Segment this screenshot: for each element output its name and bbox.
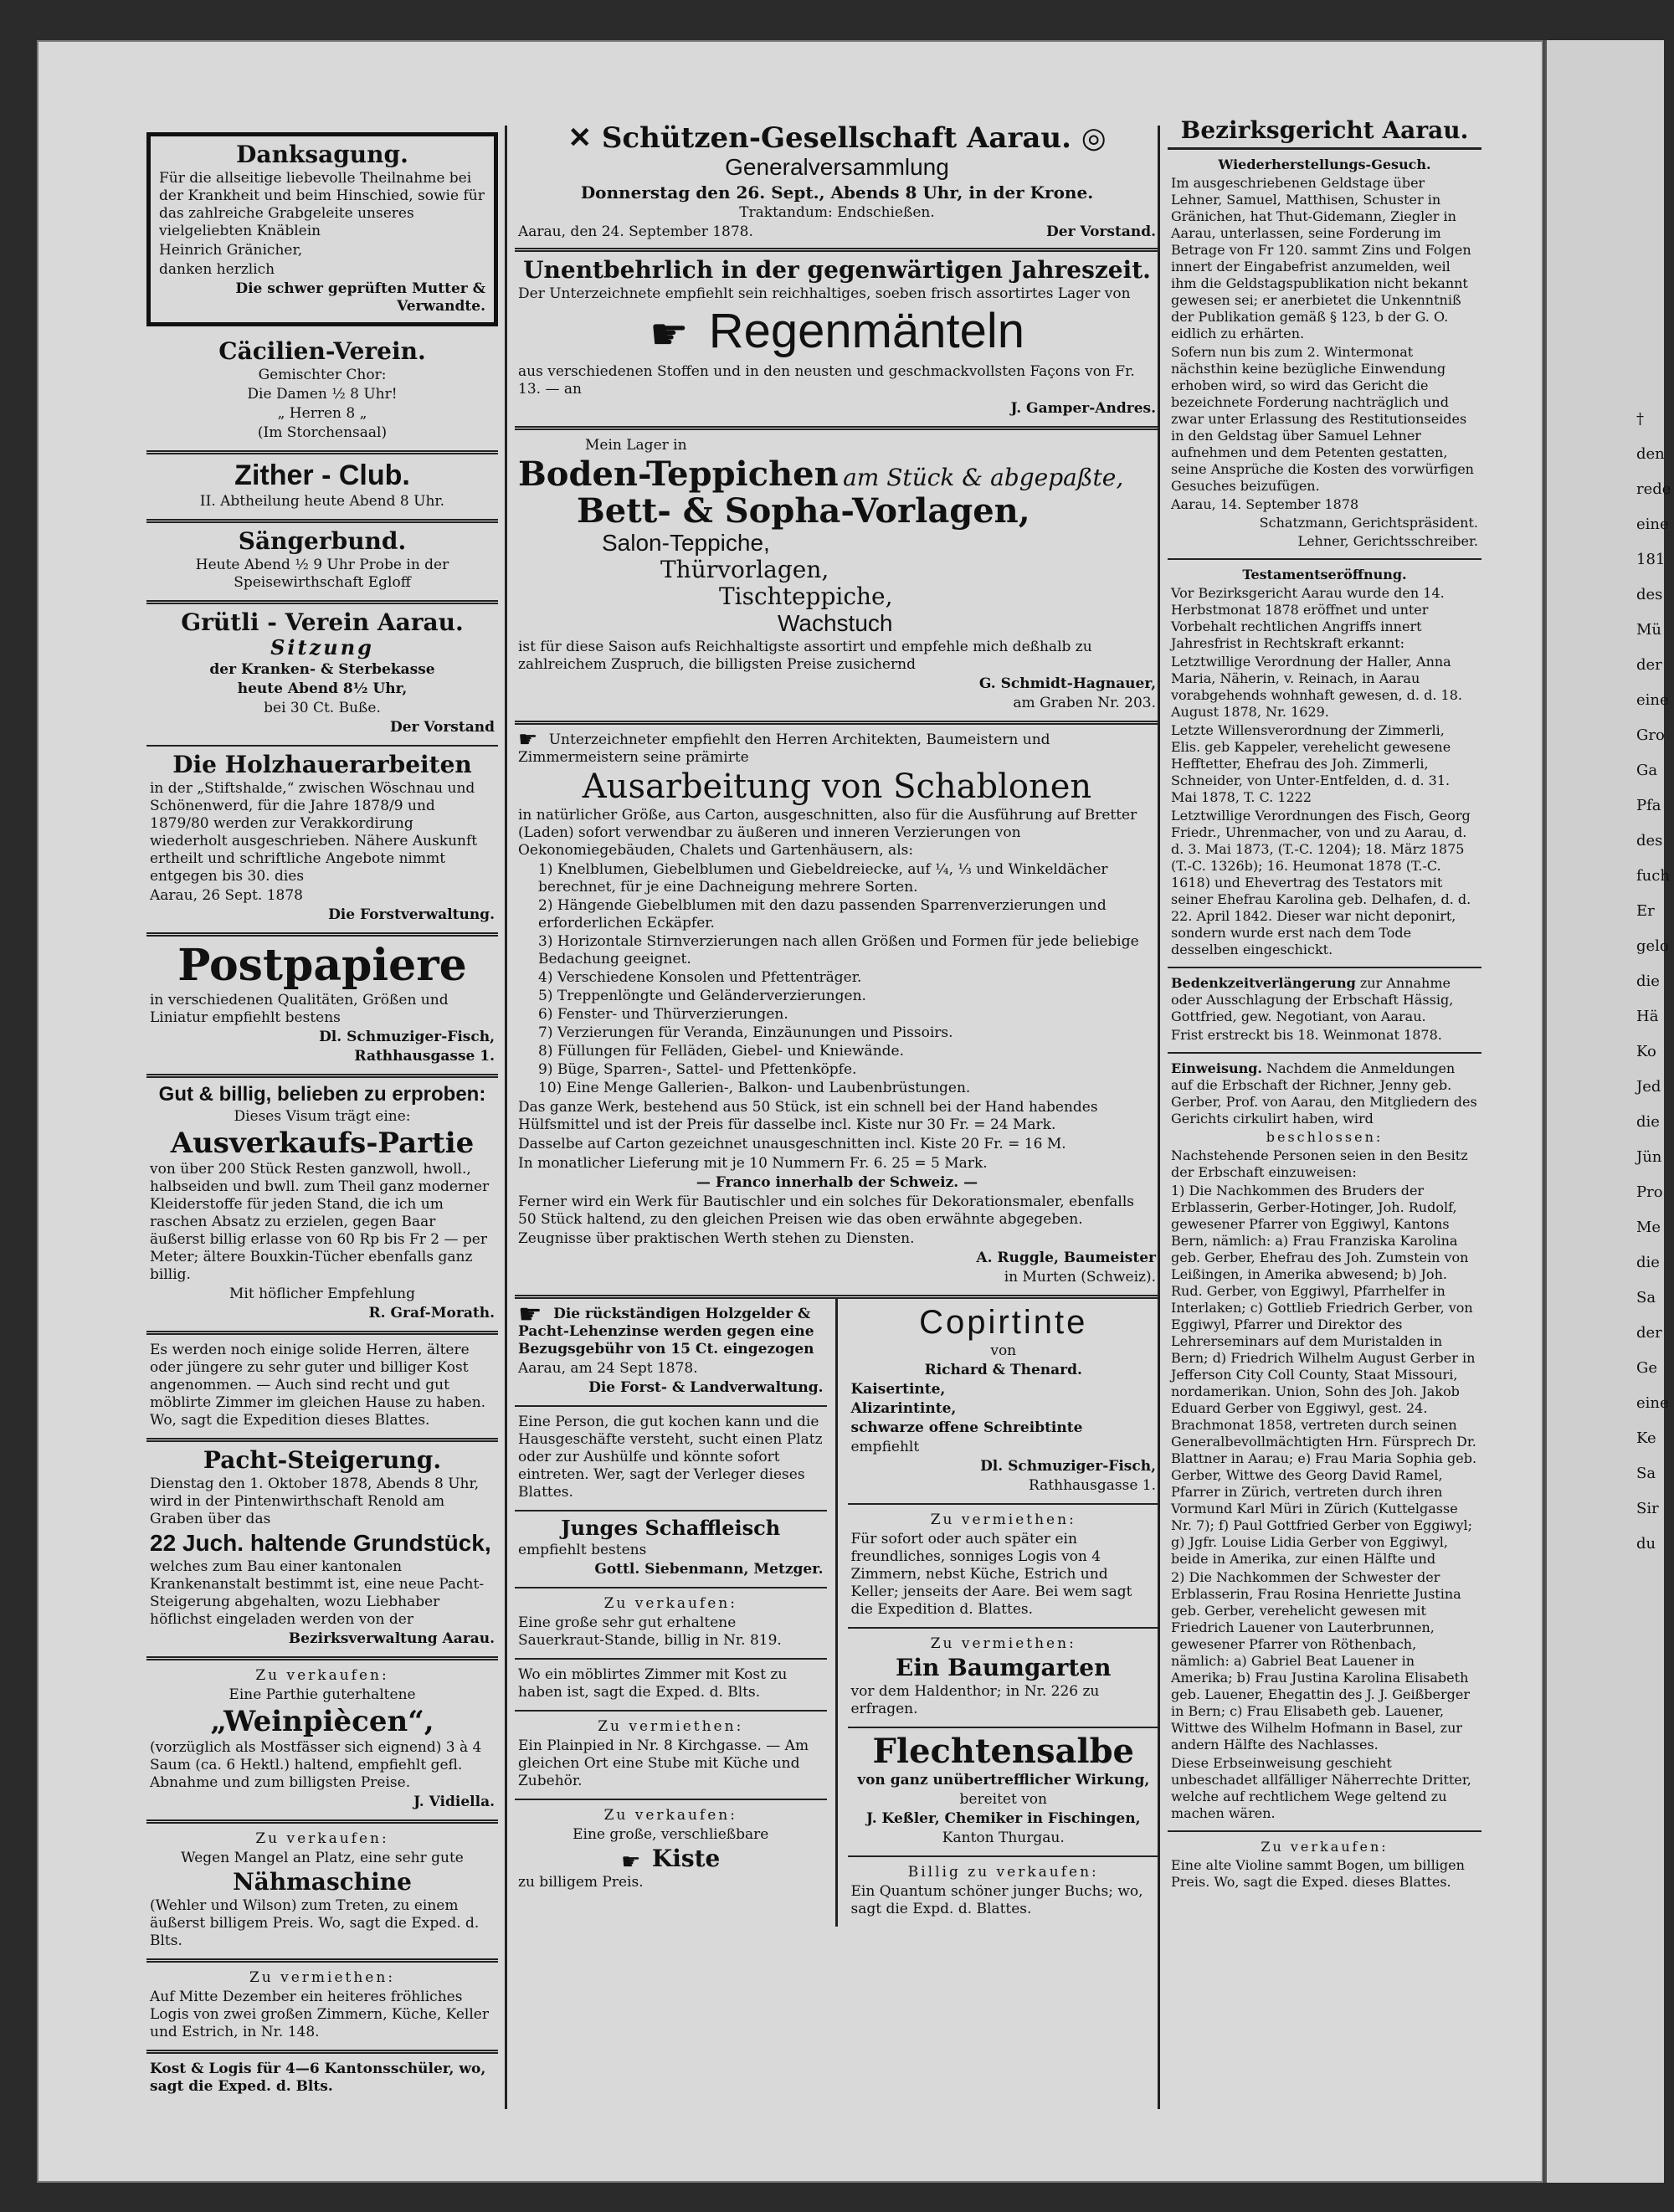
strip-line: der [1636, 656, 1662, 674]
holzhauer-date: Aarau, 26 Sept. 1878 [150, 887, 303, 904]
strip-line: rede [1636, 480, 1671, 498]
schuetzen-sign: Der Vorstand. [1046, 223, 1156, 240]
kiste-row [518, 1844, 824, 1875]
saengerbund-title: Sängerbund. [238, 527, 407, 555]
list-item: 3) Horizontale Stirnverzierungen nach allen Größen und Formen für jede beliebige Bedachung geeignet. [538, 932, 1139, 967]
wied-sign2: Lehner, Gerichtsschreiber. [1297, 533, 1478, 549]
strip-line: die [1636, 1113, 1660, 1131]
tepp-l5: Tischteppiche, [719, 582, 893, 610]
notice-testament [1168, 560, 1481, 968]
test-head: Testamentseröffnung. [1242, 567, 1407, 583]
ad-caecilien [146, 333, 498, 454]
schab-p1: Das ganze Werk, bestehend aus 50 Stück, ist ein schnell bei der Hand habendes Hülfsmittel und ist der Preis für dasselbe incl. Kiste nur 30 Fr. = 24 Mark. [518, 1098, 1098, 1133]
postpapiere-sign2: Rathhausgasse 1. [354, 1048, 495, 1065]
einw-text: Nachdem die Anmeldungen auf die Erbschaft der Richner, Jenny geb. Gerber, Prof. von Aarau, den Mitgliedern des Gerichts cirkulirt haben, wird [1171, 1060, 1477, 1127]
pacht-text2: welches zum Bau einer kantonalen Krankenanstalt bestimmt ist, eine neue Pacht-Steigerung abgehalten, wozu Liebhaber höflichst eingeladen werden von der [150, 1558, 485, 1628]
notice-einweisung [1168, 1054, 1481, 1832]
einw-text3: 1) Die Nachkommen des Bruders der Erblasserin, Gerber-Hotinger, Joh. Rudolf, gewesener Pfarrer von Eggiwyl, Kantons Bern, nämlich: a) Frau Franziska Karolina geb. Gerber, Ehefrau des Joh. Zumstein von Leißingen, in Amerika abwesend; b) Joh. Rud. Gerber, von Eggiwyl, Pfarrhelfer in Interlaken; c) Gottlieb Friedrich Gerber, von Eggiwyl, Pfarrer und Direktor des Lehrerseminars auf dem Muristalden in Bern; d) Friedrich Wilhelm August Gerber in Jefferson City Coll County, Staat Missouri, nordamerikan. Union, Sohn des Joh. Jakob Eduard Gerber von Eggiwyl, gest. 24. Brachmonat 1858, vertreten durch seinen Generalbevollmächtigten Hrn. Fürsprech Dr. Blattner in Aarau; e) Frau Maria Sophia geb. Gerber, Wittwe des Georg David Ramel, Pfarrer in Zürich, vertreten durch ihren Vormund Karl Müri in Zürich (Kuttelgasse Nr. 7); f) Paul Gottfried Gerber von Eggiwyl; g) Jgfr. Louise Lidia Gerber von Eggiwyl, beide in Amerika, zur einen Hälfte und [1171, 1183, 1477, 1567]
copir-l3: schwarze offene Schreibtinte [850, 1419, 1083, 1436]
strip-line: 181 [1636, 551, 1666, 568]
ad-logis-sonnig [848, 1505, 1160, 1629]
ad-flechtensalbe [848, 1728, 1160, 1857]
strip-line: Ge [1636, 1359, 1658, 1377]
buchs-head: Billig zu verkaufen: [907, 1863, 1099, 1881]
list-item: 9) Büge, Sparren-, Sattel- und Pfettenköpfe. [538, 1060, 857, 1078]
pointing-hand-icon: ☛ [649, 310, 689, 359]
schuetzen-sub: Generalversammlung [725, 154, 949, 180]
ad-kantonsschueler [146, 2054, 498, 2104]
pacht-big: 22 Juch. haltende Grundstück, [150, 1530, 491, 1556]
sauer-text: Eine große sehr gut erhaltene Sauerkraut-Stande, billig in Nr. 819. [518, 1614, 782, 1649]
kiste-big: Kiste [651, 1844, 721, 1872]
person-text: Eine Person, die gut kochen kann und die Hausgeschäfte versteht, sucht einen Platz oder zur Aushülfe und könnte sofort eintreten. Wer, sagt der Verleger dieses Blattes. [518, 1413, 823, 1501]
ausverkauf-title: Ausverkaufs-Partie [170, 1127, 475, 1160]
list-item: 1) Knelblumen, Giebelblumen und Giebeldreiecke, auf ¼, ⅓ und Winkeldächer berechnet, für je eine Dachneigung mehrere Sorten. [538, 860, 1108, 896]
ad-weinpiecen [146, 1660, 498, 1824]
column-2 [515, 117, 1159, 1927]
holzg-text: Die rückständigen Holzgelder & Pacht-Lehenzinse werden gegen eine Bezugsgebühr von 15 Ct. eingezogen [518, 1305, 814, 1357]
strip-line: Hä [1636, 1008, 1659, 1025]
tepp-big1: Boden-Teppichen [518, 454, 839, 494]
kiste-text: Eine große, verschließbare [573, 1825, 769, 1843]
danksagung-text: Für die allseitige liebevolle Theilnahme bei der Krankheit und beim Hinschied, sowie für das zahlreiche Grabgeleite unseres vielgeliebten Knäblein [159, 170, 485, 239]
danksagung-name: Heinrich Gränicher, [159, 242, 303, 259]
flecht-sign: J. Keßler, Chemiker in Fischingen, [866, 1809, 1141, 1827]
baum-head: Zu vermiethen: [930, 1635, 1076, 1652]
naeh-head: Zu verkaufen: [255, 1830, 389, 1847]
schab-p5: Zeugnisse über praktischen Werth stehen zu Diensten. [518, 1229, 915, 1247]
einw-text2: Nachstehende Personen seien in den Besitz der Erbschaft einzuweisen: [1171, 1147, 1468, 1180]
notice-bedenkzeit [1168, 968, 1481, 1054]
viol-head: Zu verkaufen: [1261, 1839, 1389, 1855]
copir-title: Copirtinte [919, 1303, 1088, 1341]
column-rule-left [505, 126, 507, 2109]
saengerbund-text: Heute Abend ½ 9 Uhr Probe in der Speisewirthschaft Egloff [195, 557, 449, 591]
wied-date: Aarau, 14. September 1878 [1171, 496, 1359, 512]
regen-text1: Der Unterzeichnete empfiehlt sein reichhaltiges, soeben frisch assortirtes Lager von [518, 285, 1131, 302]
list-item: 6) Fenster- und Thürverzierungen. [538, 1005, 788, 1023]
tepp-sign: G. Schmidt-Hagnauer, [978, 675, 1156, 692]
copir-l2: Alizarintinte, [850, 1399, 957, 1417]
postpapiere-sign1: Dl. Schmuziger-Fisch, [319, 1029, 495, 1045]
regen-text2: aus verschiedenen Stoffen und in den neusten und geschmackvollsten Façons von Fr. 13. — an [518, 362, 1135, 398]
wein-text: (vorzüglich als Mostfässer sich eignend) 3 à 4 Saum (ca. 6 Hektl.) haltend, empfiehlt gefl. Abnahme und zum billigsten Preise. [150, 1739, 482, 1791]
strip-line: fuch [1636, 867, 1670, 885]
ad-zimmer [515, 1660, 827, 1712]
ad-kiste [515, 1800, 827, 1900]
holzg-text-row [518, 1297, 824, 1358]
strip-line: eine [1636, 516, 1669, 533]
list-item: 5) Treppenlöngte und Geländerverzierungen. [538, 987, 866, 1004]
schuetzen-title-text: Schützen-Gesellschaft Aarau. [601, 121, 1071, 155]
danksagung-sign: Die schwer geprüften Mutter & Verwandte. [235, 280, 485, 315]
einw-text5: Diese Erbseinweisung geschieht unbeschadet allfälliger Näherrechte Dritter, welche auf rechtlichem Wege geltend zu machen wären. [1171, 1755, 1471, 1821]
strip-line: gelo [1636, 937, 1669, 955]
ausverkauf-text: von über 200 Stück Resten ganzwoll, hwoll., halbseiden und bwll. zum Theil ganz moderner Kleiderstoffe für jeden Stand, die ich um raschen Absatz zu erzielen, gegen Baar äußerst billig erlasse von 60 Rp bis Fr 2 — per Meter; ältere Bouxkin-Tücher ebenfalls ganz billig. [150, 1161, 490, 1283]
ad-baumgarten [848, 1629, 1160, 1728]
tepp-addr: am Graben Nr. 203. [1013, 694, 1156, 711]
schaf-title: Junges Schaffleisch [561, 1515, 781, 1540]
ad-schaffleisch [515, 1511, 827, 1588]
caecilien-title: Cäcilien-Verein. [218, 337, 426, 365]
tepp-line1 [518, 456, 1156, 493]
copir-maker: Richard & Thenard. [924, 1361, 1082, 1378]
column-3 [1168, 117, 1481, 1899]
ad-danksagung [146, 132, 498, 326]
list-item: 4) Verschiedene Konsolen und Pfettenträger. [538, 968, 862, 986]
kost-herren-text: Es werden noch einige solide Herren, ältere oder jüngere zu sehr guter und billiger Kost angenommen. — Auch sind recht und gut möblirte Zimmer im gleichen Hause zu haben. Wo, sagt die Expedition dieses Blattes. [150, 1342, 486, 1429]
danksagung-title: Danksagung. [236, 141, 408, 168]
schab-sign: A. Ruggle, Baumeister [976, 1249, 1156, 1266]
copir-sign: Dl. Schmuziger-Fisch, [980, 1457, 1156, 1475]
pacht-sign: Bezirksverwaltung Aarau. [288, 1630, 495, 1647]
einw-row [1171, 1060, 1478, 1127]
tepp-intro: Mein Lager in [585, 436, 687, 454]
zimmer-text: Wo ein möblirtes Zimmer mit Kost zu haben ist, sagt die Exped. d. Blts. [518, 1665, 788, 1701]
kost-text: Kost & Logis für 4—6 Kantonsschüler, wo, sagt die Exped. d. Blts. [150, 2061, 486, 2095]
schaf-sign: Gottl. Siebenmann, Metzger. [594, 1560, 824, 1578]
bed-frist: Frist erstreckt bis 18. Weinmonat 1878. [1171, 1027, 1442, 1043]
adjacent-page-text [1636, 402, 1670, 1562]
ad-violine [1168, 1832, 1481, 1899]
holzhauer-sign: Die Forstverwaltung. [328, 906, 495, 923]
strip-line: Jed [1636, 1078, 1661, 1096]
ad-gruetli [146, 604, 498, 747]
schab-place: in Murten (Schweiz). [1004, 1268, 1156, 1286]
column-2-split [515, 1299, 1159, 1927]
ausverkauf-sub: Dieses Visum trägt eine: [234, 1108, 411, 1125]
strip-line: Me [1636, 1219, 1661, 1236]
schaf-text: empfiehlt bestens [518, 1541, 647, 1558]
schuetzen-title [518, 122, 1156, 154]
strip-line: die [1636, 973, 1660, 990]
postpapiere-title: Postpapiere [177, 940, 467, 991]
list-item: 8) Füllungen für Felläden, Giebel- und Kniewände. [538, 1042, 904, 1060]
flecht-addr: Kanton Thurgau. [942, 1829, 1065, 1846]
ad-schablonen [515, 725, 1159, 1299]
regen-big [518, 305, 1156, 362]
list-item: 10) Eine Menge Gallerien-, Balkon- und Laubenbrüstungen. [538, 1079, 971, 1096]
zither-text: II. Abtheilung heute Abend 8 Uhr. [199, 493, 445, 510]
holzg-sign: Die Forst- & Landverwaltung. [588, 1378, 824, 1396]
naeh-text1: Wegen Mangel an Platz, eine sehr gute [181, 1850, 464, 1866]
schab-list [518, 861, 1156, 1097]
ad-schuetzen [515, 117, 1159, 252]
schuetzen-date: Aarau, den 24. September 1878. [518, 223, 753, 240]
ad-holzgelder [515, 1299, 827, 1407]
baum-text: vor dem Haldenthor; in Nr. 226 zu erfragen. [850, 1682, 1100, 1717]
strip-line: Ko [1636, 1043, 1656, 1060]
holzhauer-text: in der „Stiftshalde,“ zwischen Wöschnau und Schönenwerd, für die Jahre 1878/9 und 1879/80 werden zur Verakkordirung wiederholt ausgeschrieben. Nähere Auskunft ertheilt und schriftliche Angebote nimmt entgegen bis 30. dies [150, 780, 478, 885]
strip-line: Sir [1636, 1500, 1659, 1517]
ad-buchs [848, 1857, 1160, 1927]
ad-pacht [146, 1442, 498, 1660]
tepp-text: ist für diese Saison aufs Reichhaltigste assortirt und empfehle mich deßhalb zu zahlreichem Zuspruch, die billigsten Preise zusichernd [518, 638, 1092, 673]
wein-sign: J. Vidiella. [413, 1794, 495, 1810]
ad-ausverkauf [146, 1078, 498, 1335]
strip-line: der [1636, 1324, 1662, 1342]
ad-sauerkraut [515, 1588, 827, 1660]
wein-sub: Eine Parthie guterhaltene [229, 1686, 416, 1703]
strip-line: Pro [1636, 1183, 1663, 1201]
copir-von: von [990, 1342, 1017, 1359]
strip-line: Ke [1636, 1429, 1656, 1447]
strip-line: du [1636, 1535, 1656, 1553]
naeh-title: Nähmaschine [233, 1868, 412, 1896]
ad-kost [146, 1335, 498, 1442]
strip-line: Ga [1636, 762, 1658, 779]
regen-title: Unentbehrlich in der gegenwärtigen Jahreszeit. [523, 256, 1151, 284]
gruetli-sign: Der Vorstand [389, 719, 495, 736]
logis-text: Für sofort oder auch später ein freundliches, sonniges Logis von 4 Zimmern, nebst Küche, Estrich und Keller; jenseits der Aare. Bei wem sagt die Expedition d. Blattes. [850, 1530, 1132, 1618]
regen-sign: J. Gamper-Andres. [1010, 399, 1156, 417]
tepp-big1b: am Stück & abgepaßte, [843, 463, 1124, 491]
strip-line: des [1636, 832, 1663, 849]
strip-line: † [1636, 410, 1644, 428]
schab-title: Ausarbeitung von Schablonen [582, 767, 1092, 806]
ad-copirtinte [848, 1299, 1160, 1505]
naeh-text2: (Wehler und Wilson) zum Treten, zu einem äußerst billigem Preis. Wo, sagt die Exped. d. Blts. [150, 1897, 480, 1949]
list-item: 7) Verzierungen für Veranda, Einzäunungen und Pissoirs. [538, 1024, 953, 1041]
gruetli-subtitle: Sitzung [270, 635, 374, 659]
schuetzen-when: Donnerstag den 26. Sept., Abends 8 Uhr, in der Krone. [580, 182, 1094, 203]
wied-sign1: Schatzmann, Gerichtspräsident. [1259, 515, 1478, 531]
ad-teppiche [515, 430, 1159, 725]
postpapiere-text: in verschiedenen Qualitäten, Größen und Liniatur empfiehlt bestens [150, 992, 449, 1026]
wied-head: Wiederherstellungs-Gesuch. [1218, 157, 1431, 172]
einw-head: Einweisung. [1171, 1060, 1262, 1076]
gruetli-line1: der Kranken- & Sterbekasse [209, 661, 435, 678]
buchs-text: Ein Quantum schöner junger Buchs; wo, sagt die Expd. d. Blattes. [850, 1882, 1143, 1917]
schab-text: in natürlicher Größe, aus Carton, ausgeschnitten, also für die Ausführung auf Bretter (Laden) sofort verwendbar zu äußeren und inneren Verzierungen von Oekonomiegebäuden, Chalets und Gartenhäusern, als: [518, 806, 1137, 859]
strip-line: den [1636, 445, 1665, 463]
strip-line: Jün [1636, 1148, 1662, 1166]
einw-besch: beschlossen: [1266, 1129, 1384, 1145]
kiste-tail: zu billigem Preis. [518, 1873, 644, 1891]
strip-line: Er [1636, 902, 1655, 920]
ad-zither [146, 454, 498, 523]
pointing-hand-icon: ☛ [621, 1849, 641, 1875]
copir-l1: Kaisertinte, [850, 1380, 946, 1398]
logis-head: Zu vermiethen: [930, 1511, 1076, 1528]
verm-head: Zu vermiethen: [249, 1969, 396, 1986]
pointing-hand-icon: ☛ [518, 726, 538, 752]
schuetzen-trakt: Traktandum: Endschießen. [739, 204, 935, 221]
strip-line: Sa [1636, 1289, 1656, 1306]
notice-wiederherstellung [1168, 150, 1481, 560]
plain-head: Zu vermiethen: [598, 1717, 744, 1735]
copir-addr: Rathhausgasse 1. [1028, 1476, 1156, 1494]
regen-big-text: Regenmänteln [708, 304, 1024, 358]
sauer-head: Zu verkaufen: [603, 1594, 737, 1612]
column-2-right [838, 1299, 1160, 1927]
pointing-hand-icon: ☛ [518, 1297, 542, 1330]
column-2-left [515, 1299, 838, 1927]
ad-naehmaschine [146, 1824, 498, 1963]
viol-text: Eine alte Violine sammt Bogen, um billigen Preis. Wo, sagt die Exped. dieses Blattes. [1171, 1857, 1465, 1890]
ad-holzhauer [146, 747, 498, 937]
wein-head: Zu verkaufen: [255, 1667, 389, 1684]
strip-line: eine [1636, 691, 1669, 709]
ad-person [515, 1407, 827, 1511]
ausverkauf-sign: R. Graf-Morath. [368, 1305, 495, 1322]
caecilien-line2: Die Damen ½ 8 Uhr! [247, 386, 398, 403]
ausverkauf-heading: Gut & billig, belieben zu erproben: [158, 1083, 486, 1106]
caecilien-line4: (Im Storchensaal) [257, 424, 388, 441]
bed-row [1171, 975, 1478, 1025]
schab-p4: Ferner wird ein Werk für Bautischler und ein solches für Dekorationsmaler, ebenfalls 50 Stück haltend, zu den gleichen Preisen wie das oben erwähnte abgegeben. [518, 1193, 1134, 1228]
ad-regenmaentel [515, 252, 1159, 430]
schab-franco: — Franco innerhalb der Schweiz. — [696, 1173, 978, 1191]
ad-postpapiere [146, 937, 498, 1078]
schab-intro-text: Unterzeichneter empfiehlt den Herren Architekten, Baumeistern und Zimmermeistern seine prämirte [518, 731, 1050, 766]
tepp-l4: Thürvorlagen, [660, 555, 829, 583]
flecht-title: Flechtensalbe [872, 1731, 1135, 1771]
holzg-date: Aarau, am 24 Sept 1878. [518, 1359, 698, 1377]
schab-p2: Dasselbe auf Carton gezeichnet unausgeschnitten incl. Kiste 20 Fr. = 16 M. [518, 1135, 1066, 1152]
schab-intro [518, 726, 1156, 767]
column-1 [146, 132, 498, 2104]
caecilien-line1: Gemischter Chor: [258, 367, 387, 383]
list-item: 2) Hängende Giebelblumen mit den dazu passenden Sparrenverzierungen und erforderlichen Eckäpfer. [538, 896, 1107, 932]
wein-title: „Weinpiècen“, [210, 1705, 434, 1738]
pacht-text: Dienstag den 1. Oktober 1878, Abends 8 Uhr, wird in der Pintenwirthschaft Renold am Graben über das [150, 1476, 480, 1527]
gruetli-title: Grütli - Verein Aarau. [181, 608, 464, 636]
test-t2: Letzte Willensverordnung der Zimmerli, Elis. geb Kappeler, verehelicht gewesene Hefftetter, Ehefrau des Joh. Zimmerli, Schneider, von Unter-Entfelden, d. d. 31. Mai 1878, T. C. 1222 [1171, 722, 1451, 805]
strip-line: Pfa [1636, 797, 1661, 814]
schuetzen-footer [518, 223, 1156, 241]
caecilien-line3: „ Herren 8 „ [277, 405, 367, 422]
flecht-sub: von ganz unübertrefflicher Wirkung, [857, 1771, 1150, 1789]
ad-plainpied [515, 1712, 827, 1800]
strip-line: Gro [1636, 726, 1665, 744]
schab-p3: In monatlicher Lieferung mit je 10 Nummern Fr. 6. 25 = 5 Mark. [518, 1154, 988, 1172]
wied-text2: Sofern nun bis zum 2. Wintermonat nächsthin keine bezügliche Einwendung erhoben wird, so wird das Gericht die bezeichnete Forderung nachträglich und zwar unter Erlassung des Restitutionseides in den Geldstag über Samuel Lehner aufnehmen und dem Petenten gestatten, seine Ansprüche die Kosten des vorwürfigen Gesuches beizufügen. [1171, 344, 1474, 494]
strip-line: eine [1636, 1394, 1669, 1412]
target-icon: ◎ [1081, 121, 1107, 155]
baum-title: Ein Baumgarten [896, 1653, 1112, 1681]
test-t1: Letztwillige Verordnung der Haller, Anna Maria, Näherin, v. Reinach, in Aarau vorabgehends wohnhaft gewesen, d. d. 18. August 1878, Nr. 1629. [1171, 654, 1462, 720]
verm-text: Auf Mitte Dezember ein heiteres fröhliches Logis von zwei großen Zimmern, Küche, Keller und Estrich, in Nr. 148. [150, 1989, 489, 2040]
ausverkauf-greet: Mit höflicher Empfehlung [229, 1286, 416, 1302]
holzhauer-title: Die Holzhauerarbeiten [172, 751, 472, 778]
kiste-head: Zu verkaufen: [603, 1806, 737, 1824]
zither-title: Zither - Club. [234, 459, 410, 491]
bezirksgericht-title: Bezirksgericht Aarau. [1168, 117, 1481, 150]
copir-emp: empfiehlt [850, 1438, 920, 1455]
einw-text4: 2) Die Nachkommen der Schwester der Erblasserin, Frau Rosina Henriette Justina geb. Gerber, verehelicht gewesen mit Friedrich Lauener von Lauterbrunnen, gewesener Pfarrer von Röthenbach, nämlich: a) Gabriel Beat Lauener in Amerika; b) Frau Justina Karolina Elisabeth geb. Lauener, Ehegattin des J. J. Geißberger in Bern; c) Frau Elisabeth geb. Lauener, Wittwe des Wilhelm Hofmann in Basel, zur andern Hälfte des Nachlasses. [1171, 1569, 1470, 1753]
strip-line: Sa [1636, 1465, 1656, 1482]
test-text: Vor Bezirksgericht Aarau wurde den 14. Herbstmonat 1878 eröffnet und unter Vorbehalt rechtlichen Angriffs innert Jahresfrist in Rechtskraft erkannt: [1171, 585, 1445, 651]
test-t3: Letztwillige Verordnungen des Fisch, Georg Friedr., Uhrenmacher, von und zu Aarau, d. d. 3. Mai 1873, (T.-C. 1204); 18. März 1875 (T.-C. 1326b); 16. Heumonat 1878 (T.-C. 1618) und Ehevertrag des Testators mit seiner Ehefrau Karolina geb. Delhafen, d. d. 22. April 1842. Dieser war nicht deponirt, sondern wurde erst nach dem Tode desselben eingeschickt. [1171, 808, 1471, 957]
tepp-l6: Wachstuch [778, 609, 893, 636]
bed-text: zur Annahme oder Ausschlagung der Erbschaft Hässig, Gottfried, gew. Negotiant, von Aarau. [1171, 975, 1454, 1024]
plain-text: Ein Plainpied in Nr. 8 Kirchgasse. — Am gleichen Ort eine Stube mit Küche und Zubehör. [518, 1737, 809, 1789]
wied-text: Im ausgeschriebenen Geldstage über Lehner, Samuel, Matthisen, Schuster in Gränichen, hat Thut-Gidemann, Ziegler in Aarau, unterlassen, seine Forderung im Betrage von Fr 120. sammt Zins und Folgen innert der Eingabefrist anzumelden, weil ihm die Geldstagspublikation nicht bekannt gewesen sei; er anerbietet die Unkenntniß der Publikation gemäß § 123, b der G. O. eidlich zu erhärten. [1171, 175, 1471, 341]
strip-line: des [1636, 586, 1663, 603]
gruetli-line2: heute Abend 8½ Uhr, [237, 680, 408, 697]
ad-saengerbund [146, 523, 498, 604]
danksagung-thanks: danken herzlich [159, 261, 275, 278]
gruetli-line3: bei 30 Ct. Buße. [264, 700, 381, 716]
tepp-big2: Bett- & Sopha-Vorlagen, [577, 490, 1030, 531]
tepp-l3: Salon-Teppiche, [602, 529, 770, 556]
strip-line: die [1636, 1254, 1660, 1271]
bed-head: Bedenkzeitverlängerung [1171, 975, 1356, 991]
rifles-left-icon: ✕ [567, 121, 592, 155]
strip-line: Mü [1636, 621, 1662, 639]
pacht-title: Pacht-Steigerung. [203, 1446, 442, 1474]
flecht-von: bereitet von [959, 1790, 1047, 1808]
ad-logis [146, 1963, 498, 2054]
